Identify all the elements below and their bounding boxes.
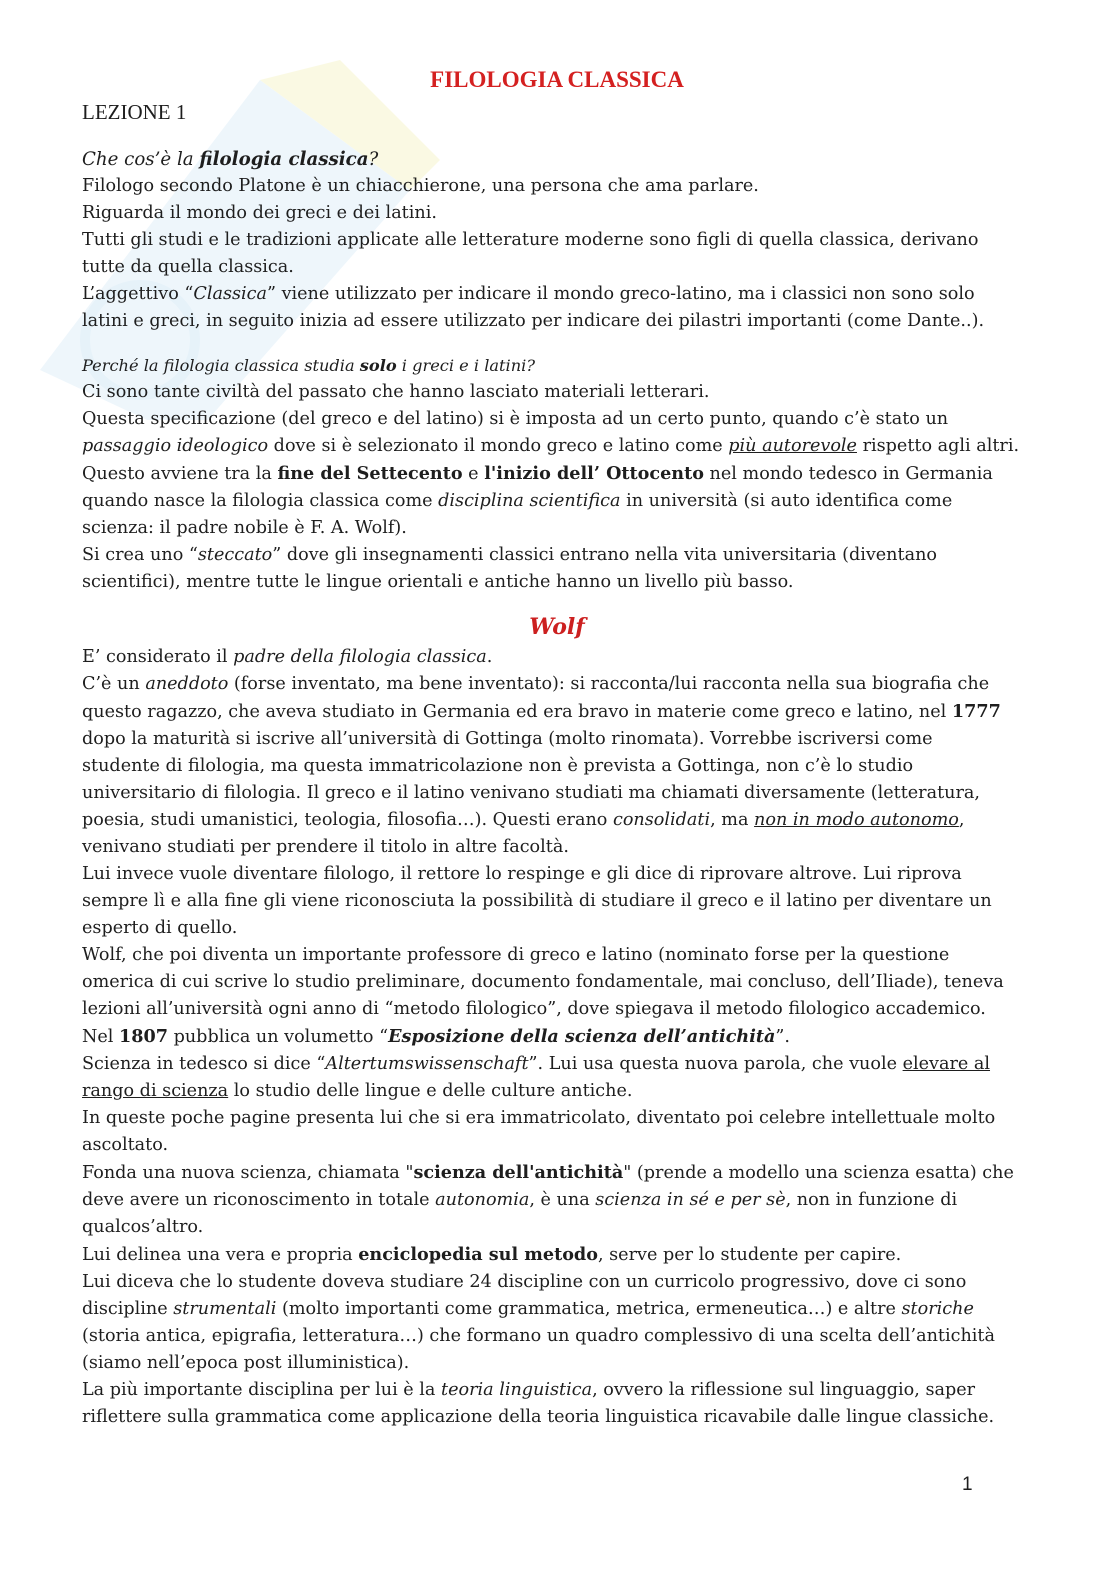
paragraph-line: Wolf, che poi diventa un importante professore di greco e latino (nominato forse per la questione bbox=[82, 945, 950, 965]
document-title: FILOLOGIA CLASSICA bbox=[430, 67, 684, 92]
lesson-heading: LEZIONE 1 bbox=[82, 100, 187, 124]
paragraph-line: Questo avviene tra la fine del Settecento e l'inizio dell’ Ottocento nel mondo tedesco in Germania bbox=[82, 463, 993, 484]
paragraph-line: esperto di quello. bbox=[82, 918, 238, 938]
paragraph-line: scienza: il padre nobile è F. A. Wolf). bbox=[82, 518, 407, 538]
paragraph-line: Questa specificazione (del greco e del latino) si è imposta ad un certo punto, quando c’è stato un bbox=[82, 409, 949, 429]
paragraph-line: Tutti gli studi e le tradizioni applicate alle letterature moderne sono figli di quella classica, derivano bbox=[82, 230, 979, 250]
paragraph-line: Riguarda il mondo dei greci e dei latini. bbox=[82, 203, 437, 223]
paragraph-line: C’è un aneddoto (forse inventato, ma bene inventato): si racconta/lui racconta nella sua biografia che bbox=[82, 674, 990, 694]
section-question: Perché la filologia classica studia solo i greci e i latini? bbox=[82, 356, 536, 375]
paragraph-line: Si crea uno “steccato” dove gli insegnamenti classici entrano nella vita universitaria (diventano bbox=[82, 545, 937, 565]
document-page bbox=[82, 64, 1032, 1431]
paragraph-line: Lui delinea una vera e propria enciclopedia sul metodo, serve per lo studente per capire. bbox=[82, 1244, 902, 1265]
paragraph-line: sempre lì e alla fine gli viene riconosciuta la possibilità di studiare il greco e il latino per diventare un bbox=[82, 891, 992, 911]
paragraph-line: riflettere sulla grammatica come applicazione della teoria linguistica ricavabile dalle lingue classiche. bbox=[82, 1407, 995, 1427]
paragraph-line: Fonda una nuova scienza, chiamata "scienza dell'antichità" (prende a modello una scienza esatta) che bbox=[82, 1162, 1014, 1183]
paragraph-line: passaggio ideologico dove si è selezionato il mondo greco e latino come più autorevole rispetto agli altri. bbox=[82, 436, 1020, 456]
paragraph-line: Lui invece vuole diventare filologo, il rettore lo respinge e gli dice di riprovare altrove. Lui riprova bbox=[82, 864, 962, 884]
paragraph-line: studente di filologia, ma questa immatricolazione non è prevista a Gottinga, non c’è lo studio bbox=[82, 756, 914, 776]
paragraph-line: deve avere un riconoscimento in totale autonomia, è una scienza in sé e per sè, non in funzione di bbox=[82, 1190, 958, 1210]
paragraph-line: poesia, studi umanistici, teologia, filosofia…). Questi erano consolidati, ma non in modo autonomo, bbox=[82, 810, 965, 830]
paragraph-line: discipline strumentali (molto importanti come grammatica, metrica, ermeneutica…) e altre storiche bbox=[82, 1299, 974, 1319]
paragraph-line: universitario di filologia. Il greco e il latino venivano studiati ma chiamati diversamente (letteratura, bbox=[82, 783, 980, 803]
paragraph-line: tutte da quella classica. bbox=[82, 257, 294, 277]
page-number: 1 bbox=[962, 1474, 973, 1495]
paragraph-line: omerica di cui scrive lo studio preliminare, documento fondamentale, mai concluso, dell’Iliade), teneva bbox=[82, 972, 1004, 992]
paragraph-line: In queste poche pagine presenta lui che si era immatricolato, diventato poi celebre intellettuale molto bbox=[82, 1108, 996, 1128]
paragraph-line: scientifici), mentre tutte le lingue orientali e antiche hanno un livello più basso. bbox=[82, 572, 794, 592]
paragraph-line: (siamo nell’epoca post illuministica). bbox=[82, 1353, 410, 1373]
paragraph-line: Scienza in tedesco si dice “Altertumswissenschaft”. Lui usa questa nuova parola, che vuole elevare al bbox=[82, 1054, 991, 1074]
paragraph-line: E’ considerato il padre della filologia classica. bbox=[82, 647, 493, 667]
paragraph-line: L’aggettivo “Classica” viene utilizzato per indicare il mondo greco-latino, ma i classici non sono solo bbox=[82, 284, 975, 304]
paragraph-line: dopo la maturità si iscrive all’università di Gottinga (molto rinomata). Vorrebbe iscriversi come bbox=[82, 729, 933, 749]
paragraph-line: venivano studiati per prendere il titolo in altre facoltà. bbox=[82, 837, 569, 857]
paragraph-line: (storia antica, epigrafia, letteratura…) che formano un quadro complessivo di una scelta dell’antichità bbox=[82, 1326, 995, 1346]
paragraph-line: ascoltato. bbox=[82, 1135, 169, 1155]
section-heading-wolf: Wolf bbox=[529, 614, 585, 640]
paragraph-line: Ci sono tante civiltà del passato che hanno lasciato materiali letterari. bbox=[82, 382, 710, 402]
paragraph-line: Nel 1807 pubblica un volumetto “Esposizione della scienza dell’antichità”. bbox=[82, 1026, 791, 1047]
paragraph-line: Filologo secondo Platone è un chiacchierone, una persona che ama parlare. bbox=[82, 176, 759, 196]
paragraph-line: latini e greci, in seguito inizia ad essere utilizzato per indicare dei pilastri importanti (come Dante..). bbox=[82, 311, 985, 331]
paragraph-line: questo ragazzo, che aveva studiato in Germania ed era bravo in materie come greco e latino, nel 1777 bbox=[82, 701, 1001, 722]
paragraph-line: rango di scienza lo studio delle lingue e delle culture antiche. bbox=[82, 1081, 633, 1101]
paragraph-line: qualcos’altro. bbox=[82, 1217, 204, 1237]
paragraph-line: La più importante disciplina per lui è la teoria linguistica, ovvero la riflessione sul linguaggio, saper bbox=[82, 1380, 976, 1400]
paragraph-line: quando nasce la filologia classica come disciplina scientifica in università (si auto identifica come bbox=[82, 491, 953, 511]
paragraph-line: lezioni all’università ogni anno di “metodo filologico”, dove spiegava il metodo filologico accademico. bbox=[82, 999, 986, 1019]
paragraph-line: Lui diceva che lo studente doveva studiare 24 discipline con un curricolo progressivo, dove ci sono bbox=[82, 1272, 967, 1292]
section-question: Che cos’è la filologia classica? bbox=[82, 149, 379, 170]
